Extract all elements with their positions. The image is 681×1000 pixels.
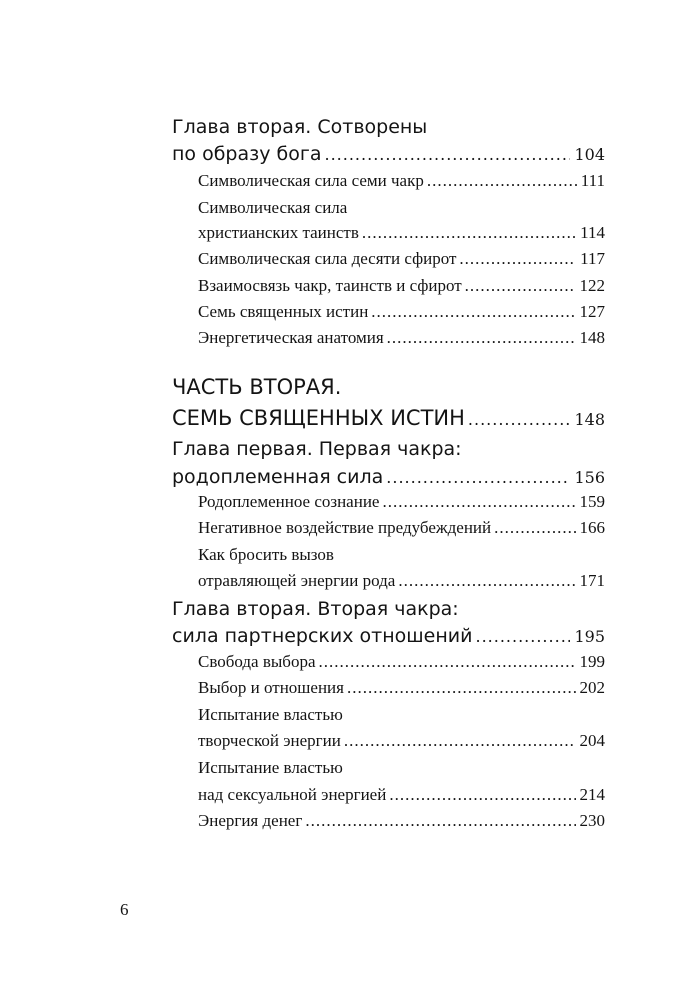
page-ref: 214 xyxy=(579,785,605,804)
dot-leader xyxy=(347,678,576,698)
section-title: Свобода выбора xyxy=(198,652,316,671)
toc-entry[interactable] xyxy=(198,276,605,296)
section-title: Негативное воздействие предубеждений xyxy=(198,518,492,537)
section-title: над сексуальной энергией xyxy=(198,785,387,804)
toc-entry-line1 xyxy=(198,705,681,725)
toc-entry[interactable] xyxy=(198,785,605,805)
section-title: Испытание властью xyxy=(198,705,343,724)
dot-leader xyxy=(305,811,575,831)
page-ref: 114 xyxy=(580,223,605,242)
dot-leader xyxy=(459,249,576,269)
toc-entry[interactable] xyxy=(198,492,605,512)
section-title: Испытание властью xyxy=(198,758,343,777)
toc-entry[interactable] xyxy=(172,406,605,430)
dot-leader xyxy=(494,518,575,538)
page-ref: 230 xyxy=(579,811,605,830)
toc-entry[interactable] xyxy=(198,328,605,348)
part-title-line2: СЕМЬ СВЯЩЕННЫХ ИСТИН xyxy=(172,406,465,430)
page-ref: 117 xyxy=(580,249,605,268)
section-title: Семь священных истин xyxy=(198,302,369,321)
toc-entry-line1 xyxy=(198,758,681,778)
section-title: Символическая сила xyxy=(198,198,348,217)
page-ref: 156 xyxy=(574,468,605,487)
page-ref: 148 xyxy=(574,410,605,429)
toc-entry[interactable] xyxy=(198,571,605,591)
toc-entry[interactable] xyxy=(198,811,605,831)
toc-entry-line1 xyxy=(198,198,681,218)
dot-leader xyxy=(371,302,575,322)
page-ref: 204 xyxy=(579,731,605,750)
page-ref: 199 xyxy=(579,652,605,671)
toc-entry[interactable] xyxy=(198,518,605,538)
toc-entry[interactable] xyxy=(198,223,605,243)
page-ref: 166 xyxy=(579,518,605,537)
page-ref: 195 xyxy=(574,627,605,646)
toc-entry[interactable] xyxy=(172,625,605,647)
dot-leader xyxy=(475,627,570,646)
page-ref: 127 xyxy=(579,302,605,321)
chapter-title-line1: Глава вторая. Вторая чакра: xyxy=(172,598,459,620)
toc-entry[interactable] xyxy=(198,171,605,191)
toc-entry[interactable] xyxy=(198,678,605,698)
dot-leader xyxy=(382,492,575,512)
toc-entry[interactable] xyxy=(172,143,605,165)
dot-leader xyxy=(325,145,571,164)
toc-entry[interactable] xyxy=(198,731,605,751)
dot-leader xyxy=(427,171,577,191)
dot-leader xyxy=(387,328,576,348)
page-number: 6 xyxy=(120,900,129,919)
dot-leader xyxy=(465,276,576,296)
section-title: Символическая сила десяти сфирот xyxy=(198,249,457,268)
section-title: Родоплеменное сознание xyxy=(198,492,380,511)
toc-entry[interactable] xyxy=(198,652,605,672)
section-title: творческой энергии xyxy=(198,731,341,750)
dot-leader xyxy=(398,571,575,591)
dot-leader xyxy=(362,223,576,243)
section-title: Выбор и отношения xyxy=(198,678,344,697)
section-title: Энергетическая анатомия xyxy=(198,328,384,347)
chapter-title-line1: Глава первая. Первая чакра: xyxy=(172,438,462,460)
dot-leader xyxy=(319,652,576,672)
chapter-title-line1: Глава вторая. Сотворены xyxy=(172,116,428,138)
toc-entry[interactable] xyxy=(198,302,605,322)
section-title: отравляющей энергии рода xyxy=(198,571,396,590)
section-title: Символическая сила семи чакр xyxy=(198,171,424,190)
toc-entry-line1 xyxy=(198,545,681,565)
section-title: христианских таинств xyxy=(198,223,359,242)
chapter-title-line2: родоплеменная сила xyxy=(172,466,384,488)
page-ref: 104 xyxy=(574,145,605,164)
dot-leader xyxy=(389,785,575,805)
section-title: Как бросить вызов xyxy=(198,545,334,564)
chapter-title-line2: по образу бога xyxy=(172,143,322,165)
section-title: Энергия денег xyxy=(198,811,303,830)
page-ref: 159 xyxy=(579,492,605,511)
page-ref: 202 xyxy=(579,678,605,697)
page-ref: 148 xyxy=(579,328,605,347)
page-ref: 171 xyxy=(579,571,605,590)
dot-leader xyxy=(344,731,576,751)
chapter-title-line2: сила партнерских отношений xyxy=(172,625,473,647)
dot-leader xyxy=(386,468,570,487)
page-ref: 122 xyxy=(579,276,605,295)
page-ref: 111 xyxy=(580,171,605,190)
toc-entry[interactable] xyxy=(172,466,605,488)
toc-entry[interactable] xyxy=(198,249,605,269)
part-title-line1: ЧАСТЬ ВТОРАЯ. xyxy=(172,375,342,399)
section-title: Взаимосвязь чакр, таинств и сфирот xyxy=(198,276,462,295)
dot-leader xyxy=(468,410,571,429)
